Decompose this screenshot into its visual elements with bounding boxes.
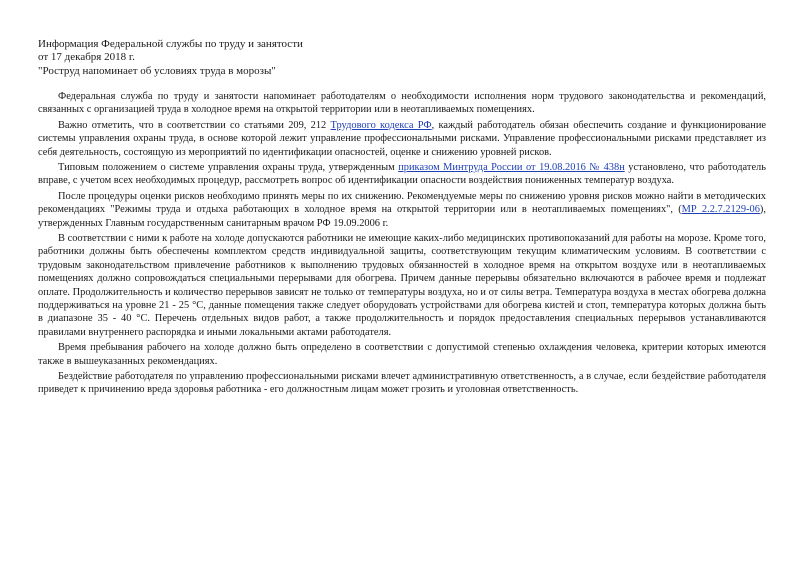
paragraph-3-text-end: установлено, что работодатель вправе, с учетом всех необходимых процедур, рассмотреть вопрос об идентификации опасности воздействия пониженных температур воздуха. (38, 161, 766, 187)
paragraph-6: Время пребывания рабочего на холоде должно быть определено в соответствии с допустимой степенью охлаждения человека, критерии которых имеются также в вышеуказанных рекомендациях. (38, 342, 766, 367)
paragraph-4-text-start: После процедуры оценки рисков необходимо принять меры по их снижению. Рекомендуемые меры по снижению уровня рисков можно найти в методических рекомендациях "Режимы труда и отдыха работающих в холодное время на открытой территории или в неотапливаемых помещениях", ( (38, 190, 766, 216)
paragraph-3-text-start: Типовым положением о системе управления охраны труда, утвержденным (58, 161, 399, 173)
paragraph-4-text-end: ), утвержденных Главным государственным санитарным врачом РФ 19.09.2006 г. (38, 204, 766, 229)
mr-recommendations-link[interactable]: МР 2.2.7.2129-06 (681, 204, 760, 216)
document-page (38, 38, 766, 399)
header-line-3: "Роструд напоминает об условиях труда в морозы" (38, 64, 276, 77)
paragraph-2-text-end: , каждый работодатель обязан обеспечить создание и функционирование системы управления охраны труда, в основе которой лежит управление профессиональными рисками. Управление профессиональными рисками представляет из себя деятельность, состоящую из мероприятий по идентификации опасностей, оценке и снижению уровней рисков. (38, 119, 766, 158)
paragraph-2 (38, 119, 766, 159)
paragraph-1: Федеральная служба по труду и занятости напоминает работодателям о необходимости исполнения норм трудового законодательства и рекомендаций, связанных с организацией труда в холодное время на открытой территории или в неотапливаемых помещениях. (38, 90, 766, 116)
paragraph-4 (38, 190, 766, 230)
header-line-1: Информация Федеральной службы по труду и занятости (38, 38, 303, 50)
document-header (38, 38, 766, 78)
labor-code-link[interactable]: Трудового кодекса РФ (330, 119, 432, 131)
paragraph-3 (38, 161, 766, 188)
paragraph-5: В соответствии с ними к работе на холоде допускаются работники не имеющие каких-либо медицинских противопоказаний для работы на морозе. Кроме того, работники должны быть обеспечены комплектом средств индивидуальной защиты, соответствующим текущим климатическим условиям. В соответствии с трудовым законодательством привлечение работников к выполнению трудовых обязанностей в холодное время на открытом воздухе или в неотапливаемых помещениях должно сопровождаться специальными перерывами для обогрева. Причем данные перерывы обязательно включаются в рабочее время и подлежат оплате. Продолжительность и количество перерывов зависят не только от температуры воздуха, но и от силы ветра. Температура воздуха в местах обогрева должна поддерживаться на уровне 21 - 25 °C, данные помещения также следует оборудовать устройствами для обогрева кистей и стоп, температура которых должна быть в диапазоне 35 - 40 °C. Перечень отдельных видов работ, а также продолжительность и порядок предоставления специальных перерывов устанавливаются правилами внутреннего распорядка и иными локальными актами работодателя. (38, 232, 766, 338)
paragraph-7: Бездействие работодателя по управлению профессиональными рисками влечет административную ответственность, а в случае, если бездействие работодателя приведет к причинению вреда здоровья работника - его должностным лицам может грозить и уголовная ответственность. (38, 371, 766, 396)
paragraph-2-text-start: Важно отметить, что в соответствии со статьями 209, 212 (58, 119, 331, 131)
header-line-2: от 17 декабря 2018 г. (38, 51, 135, 64)
mintrud-order-link[interactable]: приказом Минтруда России от 19.08.2016 № 438н (398, 161, 625, 173)
